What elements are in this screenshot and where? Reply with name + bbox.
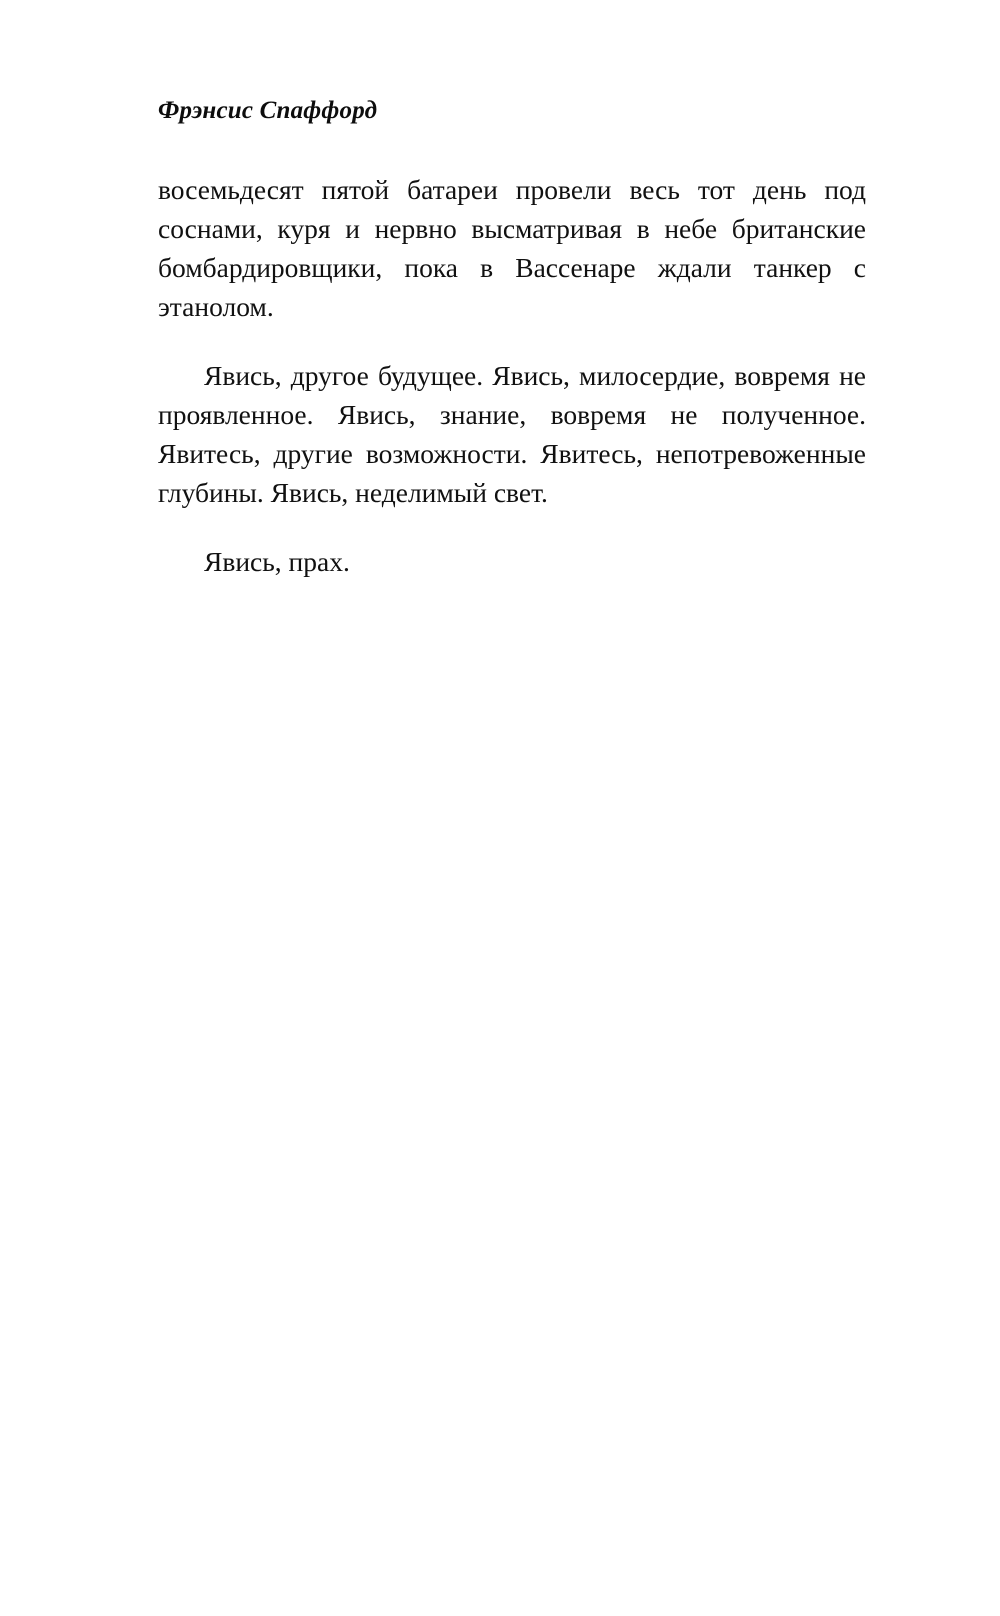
text-column bbox=[158, 96, 866, 581]
running-head-author: Фрэнсис Спаффорд bbox=[158, 97, 378, 124]
paragraph-continued: восемьдесят пятой батареи провели весь тот день под соснами, куря и нервно высматривая в небе британские бомбардировщики, пока в Вассенаре ждали танкер с этанолом. bbox=[158, 174, 866, 323]
paragraph-invocation: Явись, другое будущее. Явись, милосердие, вовремя не проявленное. Явись, знание, вовремя не полученное. Явитесь, другие возможности. Явитесь, непотревоженные глубины. Явись, неделимый свет. bbox=[158, 360, 866, 509]
paragraph-closing: Явись, прах. bbox=[204, 546, 350, 578]
